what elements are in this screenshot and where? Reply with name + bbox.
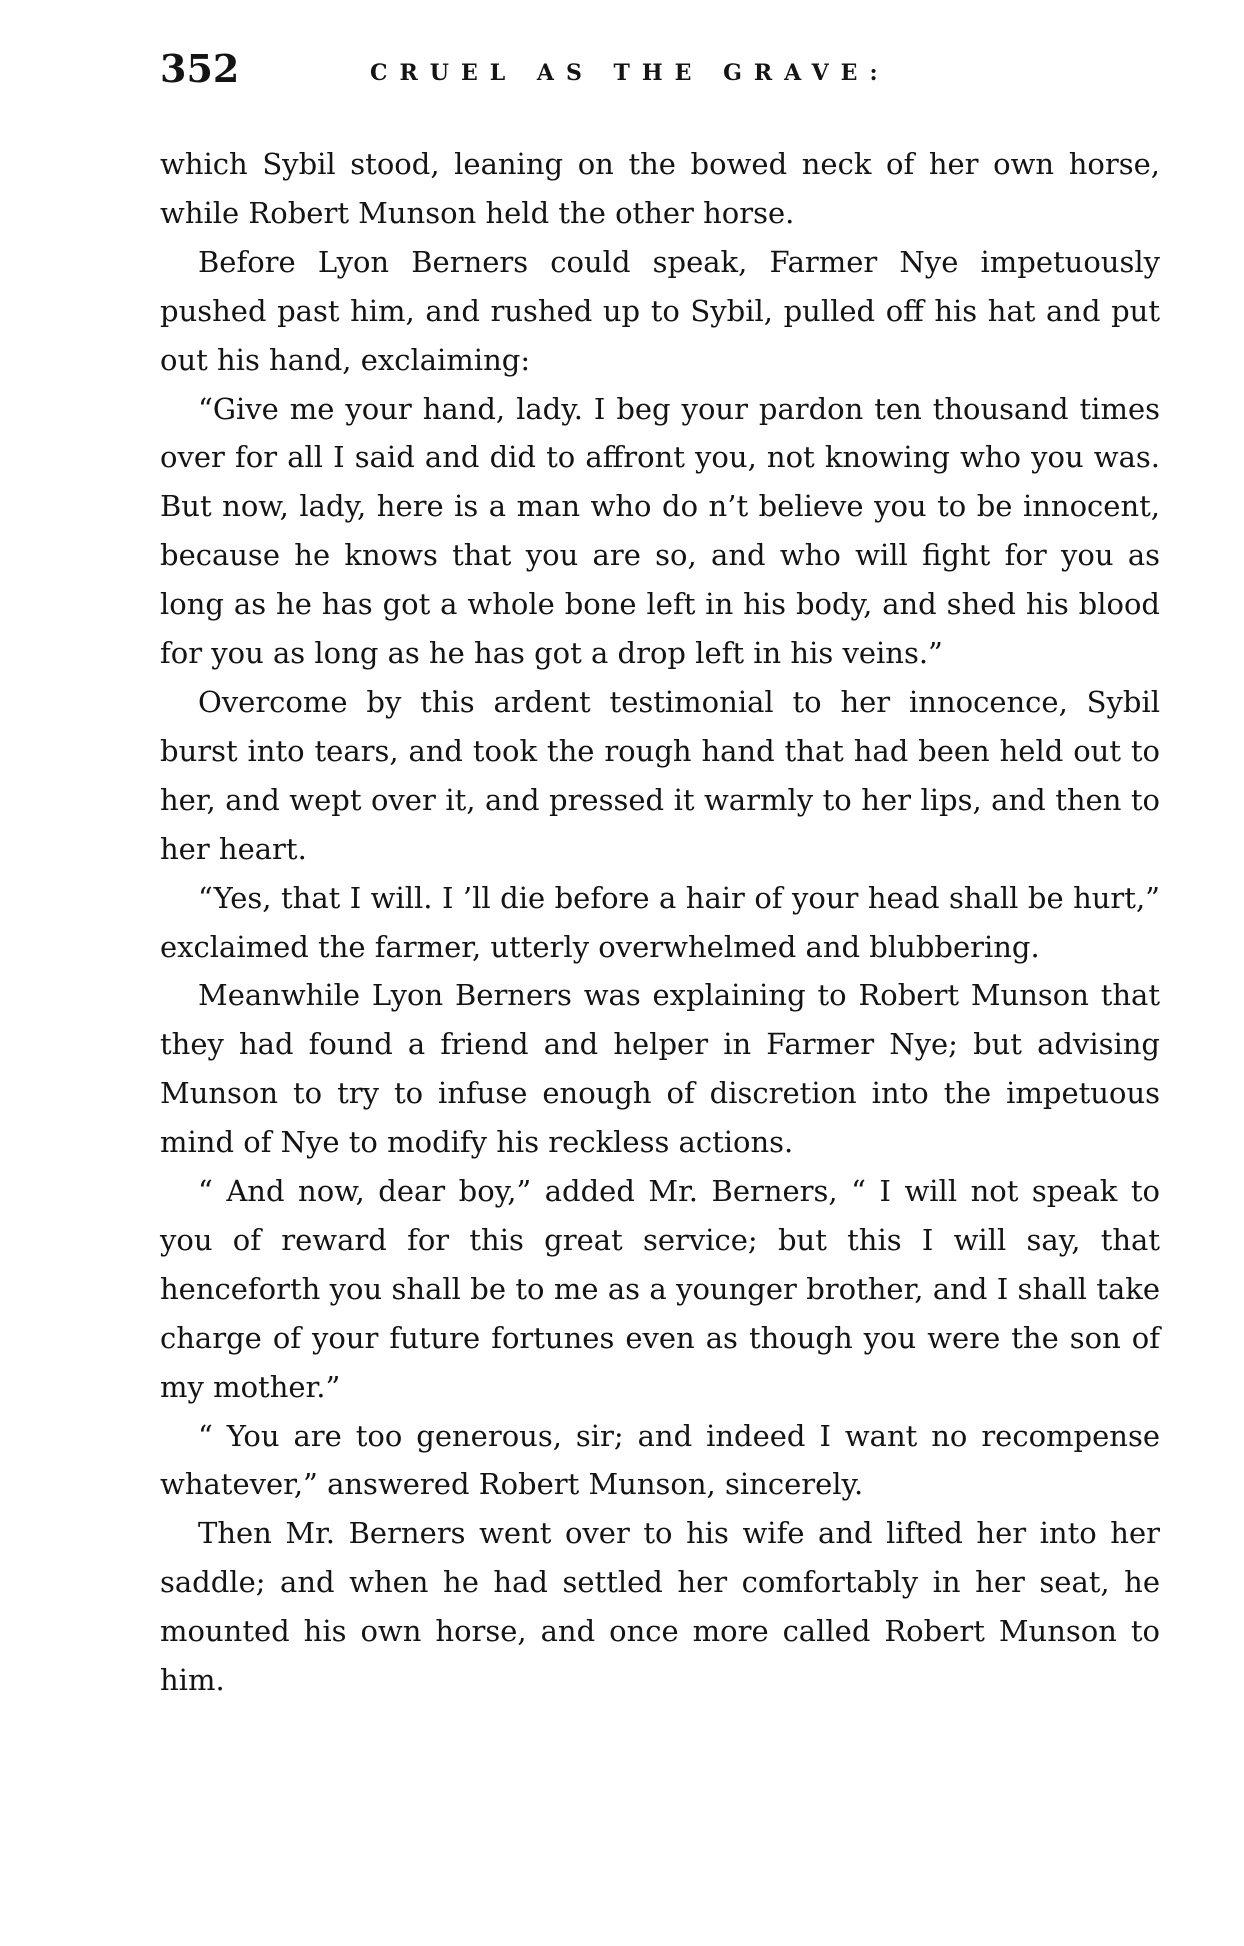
paragraph: Overcome by this ardent testimonial to her innocence, Sybil burst into tears, and took the rough hand that had been held out to her, and wept over it, and pressed it warmly to her lips, and then to her heart.	[160, 684, 1160, 866]
page-number: 352	[160, 46, 240, 91]
paragraph: “ And now, dear boy,” added Mr. Berners, “ I will not speak to you of reward for this great service; but this I will say, that henceforth you shall be to me as a younger brother, and I shall take charge of your future fortunes even as though you were the son of my mother.”	[160, 1174, 1160, 1404]
paragraph: “Yes, that I will. I ’ll die before a hair of your head shall be hurt,” exclaimed the farmer, utterly overwhelmed and blubbering.	[160, 880, 1160, 964]
paragraph: Meanwhile Lyon Berners was explaining to Robert Munson that they had found a friend and helper in Farmer Nye; but advising Munson to try to infuse enough of discretion into the impetuous mind of Nye to modify his reckless actions.	[160, 978, 1160, 1160]
paragraph: “ You are too generous, sir; and indeed I want no recompense whatever,” answered Robert Munson, sincerely.	[160, 1418, 1160, 1502]
paragraph: which Sybil stood, leaning on the bowed neck of her own horse, while Robert Munson held the other horse.	[160, 147, 1160, 230]
paragraph: “Give me your hand, lady. I beg your pardon ten thousand times over for all I said and did to affront you, not knowing who you was. But now, lady, here is a man who do n’t believe you to be innocent, because he knows that you are so, and who will fight for you as long as he has got a whole bone left in his body, and shed his blood for you as long as he has got a drop left in his veins.”	[160, 391, 1160, 671]
body-text	[160, 140, 1160, 1705]
paragraph: Before Lyon Berners could speak, Farmer Nye impetuously pushed past him, and rushed up to Sybil, pulled off his hat and put out his hand, exclaiming:	[160, 244, 1160, 377]
running-title: CRUEL AS THE GRAVE:	[370, 60, 890, 86]
paragraph: Then Mr. Berners went over to his wife and lifted her into her saddle; and when he had settled her comfortably in her seat, he mounted his own horse, and once more called Robert Munson to him.	[160, 1516, 1160, 1698]
